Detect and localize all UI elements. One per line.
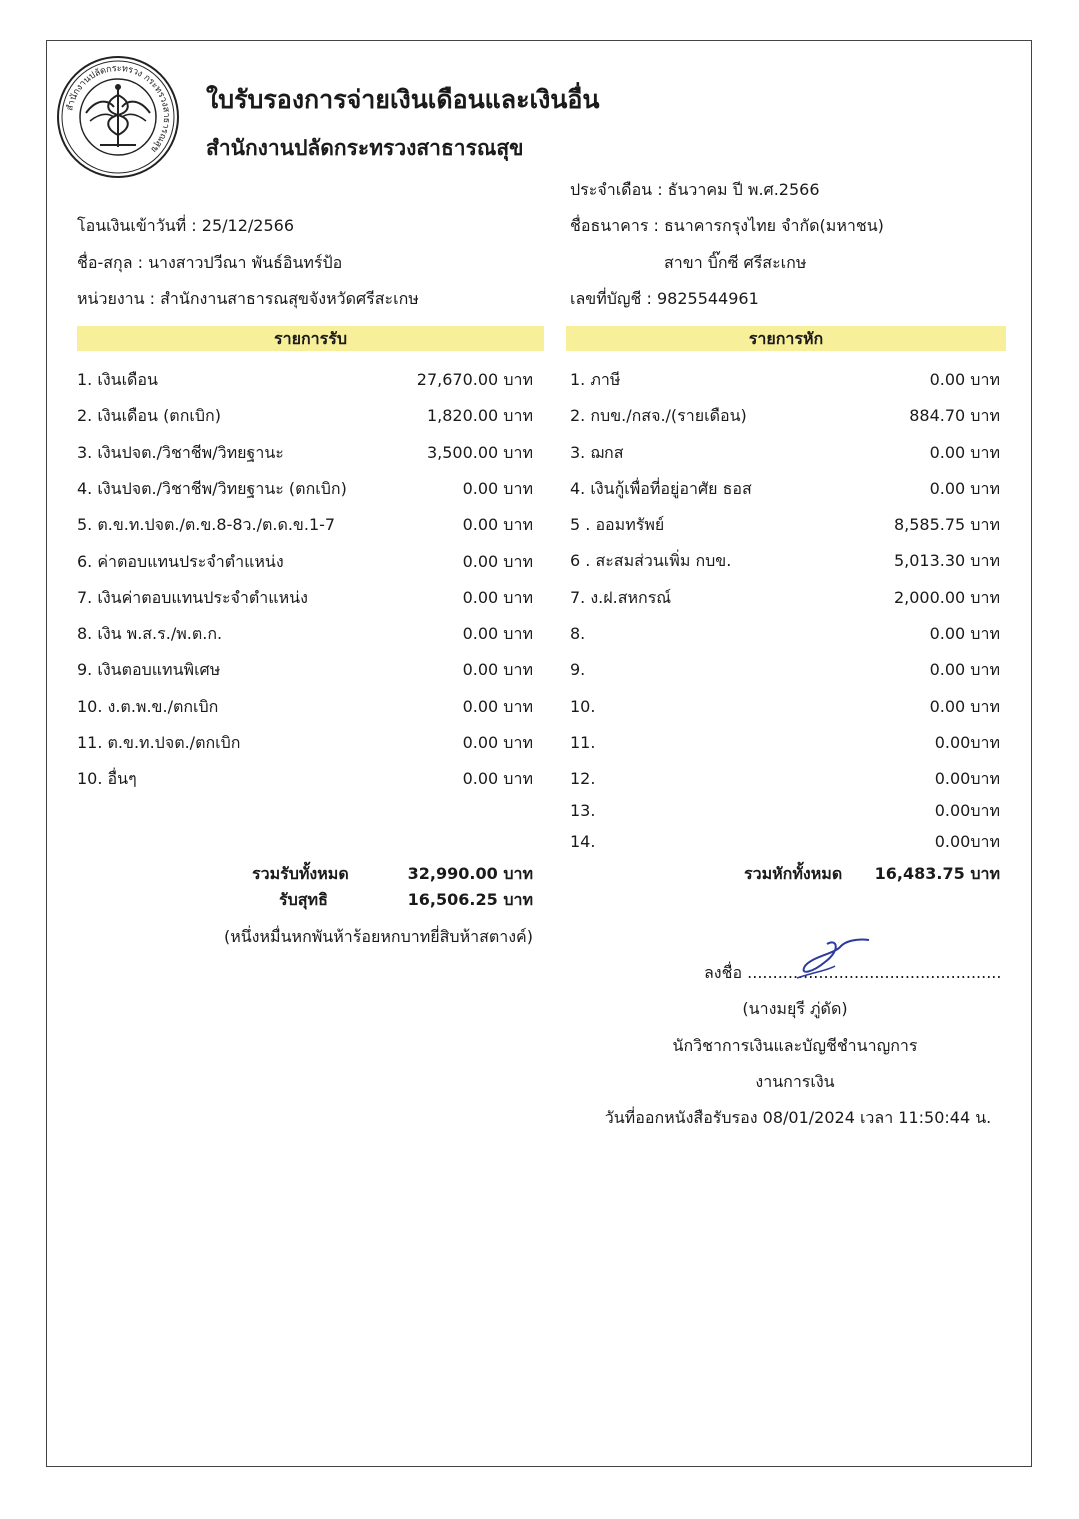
- deduction-item-amount: 0.00 บาท: [929, 479, 1000, 498]
- work-unit: หน่วยงาน : สำนักงานสาธารณสุขจังหวัดศรีสะเกษ: [77, 289, 419, 308]
- deduction-item-label: 4. เงินกู้เพื่อที่อยู่อาศัย ธอส: [570, 479, 752, 498]
- deduction-header: รายการหัก: [566, 326, 1006, 351]
- deduction-row: [570, 586, 1000, 610]
- income-total-amount: 32,990.00 บาท: [407, 864, 533, 883]
- deduction-row: [570, 731, 1000, 755]
- deduction-item-amount: 2,000.00 บาท: [893, 588, 1000, 607]
- deduction-total-label: รวมหักทั้งหมด: [744, 864, 843, 883]
- deduction-item-amount: 884.70 บาท: [909, 406, 1000, 425]
- net-pay-label: รับสุทธิ: [279, 890, 328, 909]
- deduction-item-label: 12.: [570, 769, 596, 788]
- income-item-label: 11. ต.ข.ท.ปจต./ตกเบิก: [77, 733, 241, 752]
- deduction-item-amount: 0.00 บาท: [929, 624, 1000, 643]
- signer-position: นักวิชาการเงินและบัญชีชำนาญการ: [672, 1036, 918, 1055]
- deduction-total-amount: 16,483.75 บาท: [874, 864, 1000, 883]
- bank-branch: สาขา บิ๊กซี ศรีสะเกษ: [664, 253, 807, 272]
- income-row: [77, 368, 533, 392]
- deduction-item-amount: 0.00 บาท: [929, 660, 1000, 679]
- deduction-item-amount: 0.00 บาท: [929, 443, 1000, 462]
- account-number: เลขที่บัญชี : 9825544961: [570, 289, 759, 308]
- deduction-item-amount: 0.00บาท: [934, 832, 1000, 851]
- deduction-item-label: 11.: [570, 733, 596, 752]
- income-item-label: 3. เงินปจต./วิชาชีพ/วิทยฐานะ: [77, 442, 284, 462]
- deduction-row: [570, 477, 1000, 501]
- income-item-amount: 0.00 บาท: [462, 624, 533, 644]
- deduction-item-label: 3. ฌกส: [570, 443, 624, 462]
- income-item-label: 4. เงินปจต./วิชาชีพ/วิทยฐานะ (ตกเบิก): [77, 478, 347, 498]
- deduction-row: [570, 767, 1000, 791]
- deduction-item-amount: 5,013.30 บาท: [893, 551, 1000, 570]
- deduction-row: [570, 549, 1000, 573]
- income-row: [77, 550, 533, 574]
- deduction-item-amount: 0.00บาท: [934, 733, 1000, 752]
- income-row: [77, 513, 533, 537]
- income-item-amount: 0.00 บาท: [462, 551, 533, 571]
- income-item-amount: 1,820.00 บาท: [426, 406, 533, 426]
- income-item-amount: 0.00 บาท: [462, 696, 533, 716]
- income-item-label: 10. ง.ต.พ.ข./ตกเบิก: [77, 696, 219, 716]
- income-item-label: 5. ต.ข.ท.ปจต./ต.ข.8-8ว./ต.ด.ข.1-7: [77, 515, 336, 535]
- sign-line: ลงชื่อ ..................................................: [704, 963, 1002, 982]
- seal-text: สำนักงานปลัดกระทรวง กระทรวงสาธารณสุข: [65, 63, 172, 155]
- income-row: [77, 658, 533, 682]
- ministry-seal-logo: [56, 55, 180, 179]
- transfer-date: โอนเงินเข้าวันที่ : 25/12/2566: [77, 216, 294, 235]
- deduction-item-label: 2. กบข./กสจ./(รายเดือน): [570, 406, 747, 425]
- income-item-amount: 3,500.00 บาท: [426, 442, 533, 462]
- deduction-row: [570, 799, 1000, 823]
- signer-name: (นางมยุรี ภู่ดัด): [742, 999, 848, 1018]
- deduction-row: [570, 658, 1000, 682]
- deduction-item-amount: 0.00 บาท: [929, 697, 1000, 716]
- income-row: [77, 695, 533, 719]
- income-row: [77, 767, 533, 791]
- deduction-item-amount: 0.00บาท: [934, 801, 1000, 820]
- income-item-label: 8. เงิน พ.ส.ร./พ.ต.ก.: [77, 624, 223, 644]
- bank-name: ชื่อธนาคาร : ธนาคารกรุงไทย จำกัด(มหาชน): [570, 216, 884, 235]
- income-row: [77, 477, 533, 501]
- deduction-item-label: 1. ภาษี: [570, 370, 621, 389]
- income-item-label: 9. เงินตอบแทนพิเศษ: [77, 660, 221, 680]
- income-total-label: รวมรับทั้งหมด: [252, 864, 349, 883]
- income-item-amount: 0.00 บาท: [462, 733, 533, 752]
- income-item-amount: 0.00 บาท: [462, 660, 533, 680]
- income-row: [77, 586, 533, 610]
- income-item-amount: 0.00 บาท: [462, 587, 533, 607]
- deduction-item-amount: 8,585.75 บาท: [893, 515, 1000, 534]
- deduction-item-amount: 0.00 บาท: [929, 370, 1000, 389]
- deduction-item-label: 10.: [570, 697, 596, 716]
- deduction-row: [570, 441, 1000, 465]
- income-row: [77, 441, 533, 465]
- income-item-label: 1. เงินเดือน: [77, 370, 158, 389]
- deduction-row: [570, 830, 1000, 854]
- income-item-amount: 0.00 บาท: [462, 769, 533, 789]
- deduction-item-label: 5 . ออมทรัพย์: [570, 515, 665, 534]
- deduction-item-label: 8.: [570, 624, 586, 643]
- income-row: [77, 622, 533, 646]
- deduction-row: [570, 368, 1000, 392]
- income-row: [77, 731, 533, 755]
- income-item-amount: 0.00 บาท: [462, 478, 533, 498]
- income-item-label: 2. เงินเดือน (ตกเบิก): [77, 406, 221, 426]
- net-pay-amount: 16,506.25 บาท: [407, 890, 533, 909]
- income-item-label: 6. ค่าตอบแทนประจำตำแหน่ง: [77, 551, 284, 571]
- deduction-row: [570, 404, 1000, 428]
- income-item-label: 7. เงินค่าตอบแทนประจำตำแหน่ง: [77, 587, 308, 607]
- deduction-row: [570, 513, 1000, 537]
- document-title: ใบรับรองการจ่ายเงินเดือนและเงินอื่น: [206, 85, 600, 114]
- employee-name: ชื่อ-สกุล : นางสาวปวีณา พันธ์อินทร์ป้อ: [77, 253, 343, 272]
- deduction-item-amount: 0.00บาท: [934, 769, 1000, 788]
- deduction-row: [570, 695, 1000, 719]
- pay-month: ประจำเดือน : ธันวาคม ปี พ.ศ.2566: [570, 180, 820, 199]
- deduction-row: [570, 622, 1000, 646]
- income-item-amount: 0.00 บาท: [462, 515, 533, 535]
- income-row: [77, 404, 533, 428]
- deduction-item-label: 7. ง.ฝ.สหกรณ์: [570, 588, 672, 607]
- deduction-item-label: 13.: [570, 801, 596, 820]
- deduction-item-label: 14.: [570, 832, 596, 851]
- handwritten-signature: [795, 936, 875, 982]
- net-pay-words: (หนึ่งหมื่นหกพันห้าร้อยหกบาทยี่สิบห้าสตางค์): [223, 927, 533, 946]
- income-header: รายการรับ: [77, 326, 544, 351]
- document-subtitle: สำนักงานปลัดกระทรวงสาธารณสุข: [206, 136, 524, 160]
- income-item-label: 10. อื่นๆ: [77, 769, 137, 789]
- deduction-item-label: 9.: [570, 660, 586, 679]
- issue-timestamp: วันที่ออกหนังสือรับรอง 08/01/2024 เวลา 11:50:44 น.: [604, 1108, 992, 1127]
- signer-department: งานการเงิน: [755, 1072, 835, 1091]
- deduction-item-label: 6 . สะสมส่วนเพิ่ม กบข.: [570, 551, 732, 570]
- income-item-amount: 27,670.00 บาท: [416, 370, 533, 389]
